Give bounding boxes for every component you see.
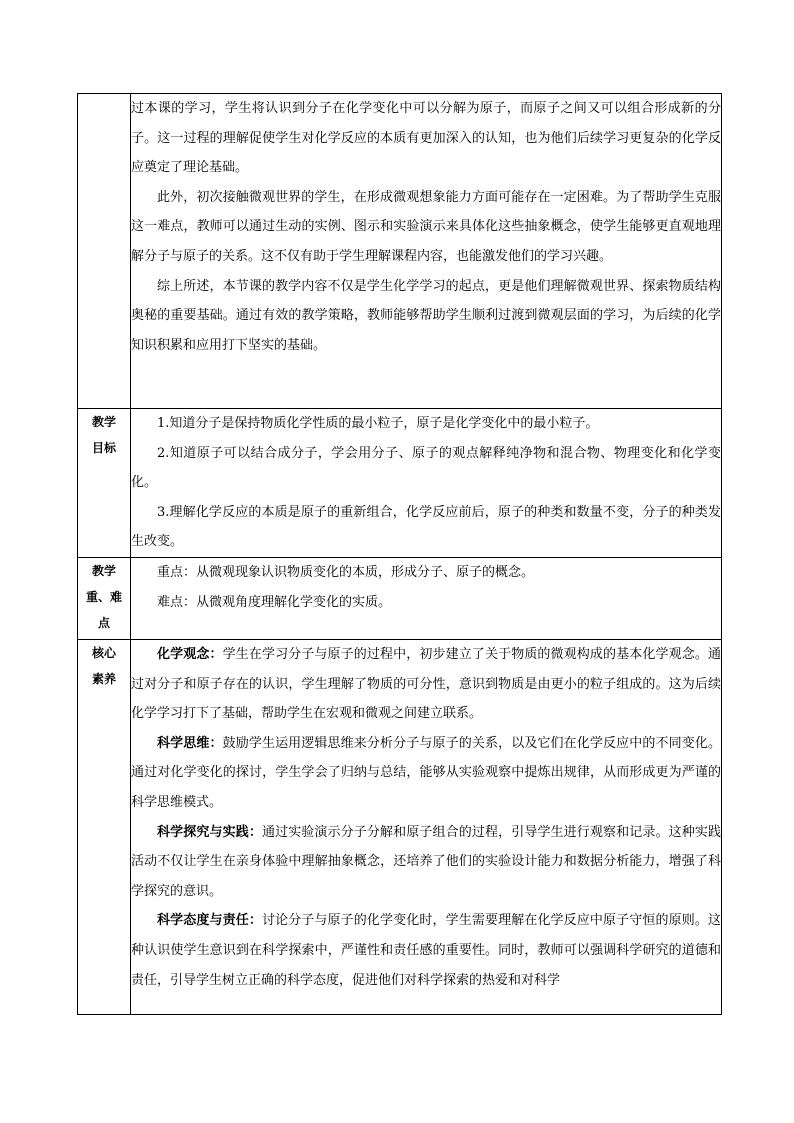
objective-item: 1.知道分子是保持物质化学性质的最小粒子，原子是化学变化中的最小粒子。 (157, 416, 599, 431)
key-point-item: 重点：从微观现象认识物质变化的本质，形成分子、原子的概念。 (157, 564, 535, 580)
heading-line: 核心 (91, 645, 116, 660)
literacy-item (131, 729, 721, 818)
row-teaching-objectives (78, 409, 722, 558)
literacy-item (131, 906, 721, 995)
literacy-text: 通过实验演示分子分解和原子组合的过程，引导学生进行观察和记录。这种实践活动不仅让学生在亲身体验中理解抽象概念，还培养了他们的实验设计能力和数据分析能力，增强了科学探究的意识。 (131, 824, 721, 899)
paragraph: 此外，初次接触微观世界的学生，在形成微观想象能力方面可能存在一定困难。为了帮助学生克服这一难点，教师可以通过生动的实例、图示和实验演示来具体化这些抽象概念，使学生能够更直观地理解分子与原子的关系。这不仅有助于学生理解课程内容，也能激发他们的学习兴趣。 (131, 189, 721, 264)
literacy-label: 科学思维： (157, 735, 223, 751)
literacy-text: 讨论分子与原子的化学变化时，学生需要理解在化学反应中原子守恒的原则。这种认识使学生意识到在科学探索中，严谨性和责任感的重要性。同时，教师可以强调科学研究的道德和责任，引导学生树立正确的科学态度，促进他们对科学探索的热爱和对科学 (131, 913, 721, 988)
key-point-item: 难点：从微观角度理解化学变化的实质。 (157, 594, 392, 610)
literacy-cell (131, 639, 722, 1014)
heading-line: 素养 (91, 671, 116, 686)
heading-line: 重、难 (85, 589, 122, 604)
literacy-label: 科学态度与责任： (157, 913, 262, 929)
literacy-label: 科学探究与实践： (157, 824, 262, 840)
objective-item: 2.知道原子可以结合成分子，学会用分子、原子的观点解释纯净物和混合物、物理变化和化学变化。 (131, 445, 721, 491)
key-points-cell (131, 557, 722, 639)
heading-line: 教学 (91, 563, 116, 578)
heading-line: 教学 (91, 415, 116, 429)
paragraph: 综上所述，本节课的教学内容不仅是学生化学学习的起点，更是他们理解微观世界、探索物质结构奥秘的重要基础。通过有效的教学策略，教师能够帮助学生顺利过渡到微观层面的学习，为后续的化学知识积累和应用打下坚实的基础。 (131, 278, 721, 353)
literacy-item (131, 640, 721, 729)
content-analysis-cell (131, 94, 722, 409)
literacy-text: 学生在学习分子与原子的过程中，初步建立了关于物质的微观构成的基本化学观念。通过对分子和原子存在的认识，学生理解了物质的可分性，意识到物质是由更小的粒子组成的。这为后续化学学习打下了基础，帮助学生在宏观和微观之间建立联系。 (131, 646, 721, 722)
literacy-item (131, 818, 721, 907)
literacy-heading (78, 639, 131, 1014)
row-key-difficult-points (78, 557, 722, 639)
objectives-heading (78, 409, 131, 558)
row-content-analysis (78, 94, 722, 409)
heading-line: 目标 (91, 441, 116, 455)
key-points-heading (78, 557, 131, 639)
literacy-text: 鼓励学生运用逻辑思维来分析分子与原子的关系，以及它们在化学反应中的不同变化。通过对化学变化的探讨，学生学会了归纳与总结，能够从实验观察中提炼出规律，从而形成更为严谨的科学思维模式。 (131, 735, 721, 810)
heading-line: 点 (97, 615, 110, 630)
row-heading-empty (78, 94, 131, 409)
objective-item: 3.理解化学反应的本质是原子的重新组合，化学反应前后，原子的种类和数量不变，分子的种类发生改变。 (131, 504, 721, 550)
lesson-plan-table (77, 93, 722, 1015)
literacy-label: 化学观念： (157, 646, 223, 662)
row-core-literacy (78, 639, 722, 1014)
objectives-cell (131, 409, 722, 558)
paragraph: 过本课的学习，学生将认识到分子在化学变化中可以分解为原子，而原子之间又可以组合形成新的分子。这一过程的理解促使学生对化学反应的本质有更加深入的认知，也为他们后续学习更复杂的化学反应奠定了理论基础。 (131, 101, 721, 176)
